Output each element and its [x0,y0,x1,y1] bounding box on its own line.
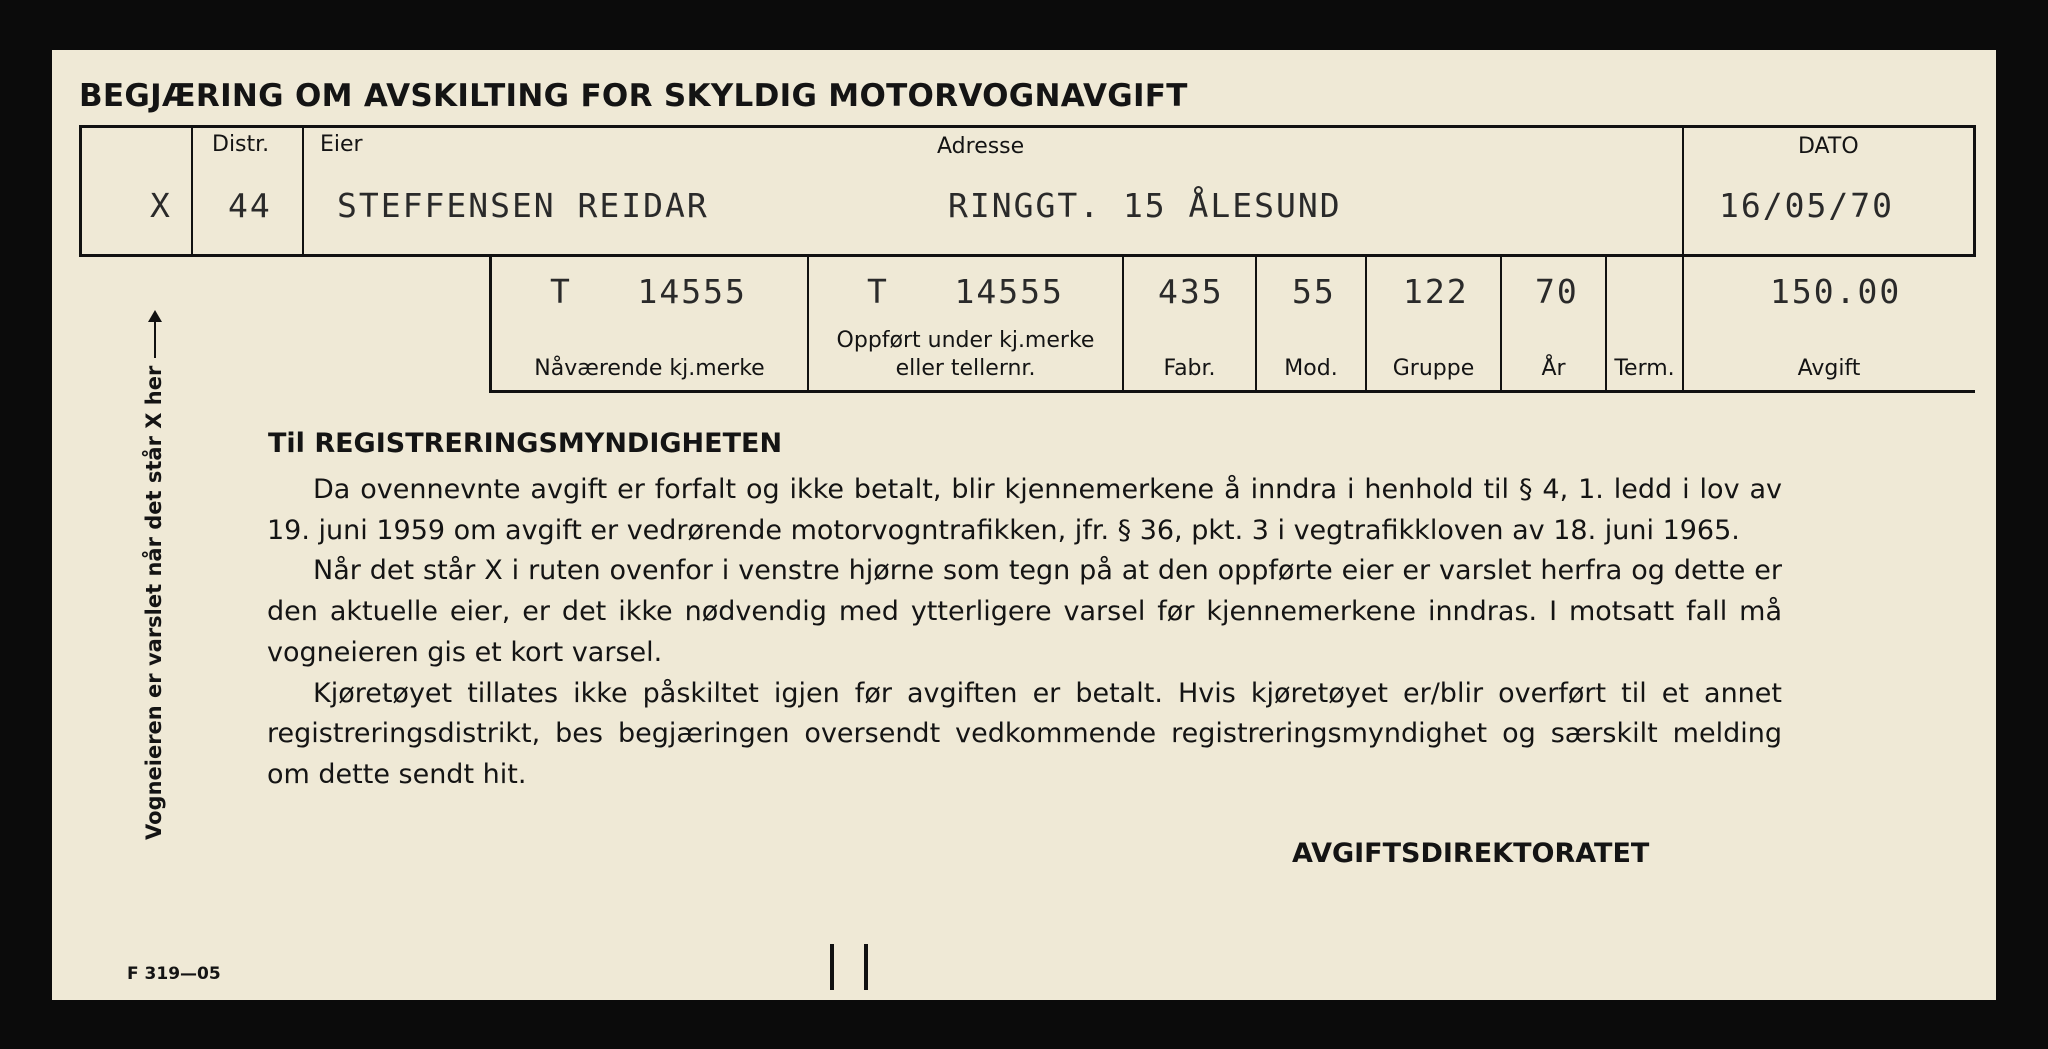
letter-paragraph: Når det står X i ruten ovenfor i venstre hjørne som tegn på at den oppførte eier er varslet herfra og dette er den aktuelle eier, er det ikke nødvendig med ytterligere varsel før kjennemerkene inndras. I motsatt fall må vogneieren gis et kort varsel. [267,555,1782,668]
distr-label: Distr. [212,132,270,157]
header-right-border [1973,125,1976,257]
form-title: BEGJÆRING OM AVSKILTING FOR SKYLDIG MOTORVOGNAVGIFT [79,78,1188,114]
eier-label: Eier [320,132,363,157]
term-label: Term. [1614,356,1675,381]
tear-mark [864,944,868,990]
side-note [142,312,166,840]
current-plate-label: Nåværende kj.merke [534,356,765,381]
header-divider-distr [191,125,193,257]
current-plate-value: T 14555 [550,272,747,311]
letter-heading: Til REGISTRERINGSMYNDIGHETEN [268,428,783,459]
header-divider-eier [302,125,304,257]
distr-value: 44 [228,186,272,225]
notified-mark: X [150,186,172,225]
letter-paragraph: Kjøretøyet tillates ikke påskiltet igjen før avgiften er betalt. Hvis kjøretøyet er/blir overført til et annet registreringsdistrikt, bes begjæringen oversendt vedkommende registreringsmyndighet og særskilt melding om dette sendt hit. [267,677,1782,790]
motor-tax-form [52,50,1996,1000]
gruppe-label: Gruppe [1392,356,1475,381]
mod-label: Mod. [1284,356,1338,381]
header-bottom-rule [79,254,1975,257]
fabr-value: 435 [1158,272,1224,311]
avgift-label: Avgift [1797,356,1861,381]
aar-value: 70 [1535,272,1579,311]
gruppe-value: 122 [1403,272,1469,311]
side-note-text: Vogneieren er varslet når det står X her [142,365,166,840]
vehicle-bottom-rule [489,390,1975,393]
letter-body [267,470,1782,796]
aar-label: År [1541,356,1566,381]
adresse-value: RINGGT. 15 ÅLESUND [948,186,1342,225]
header-left-border [79,125,82,257]
tear-mark [830,944,834,990]
fabr-label: Fabr. [1163,356,1216,381]
letter-paragraph: Da ovennevnte avgift er forfalt og ikke betalt, blir kjennemerkene å inndra i henhold til § 4, 1. ledd i lov av 19. juni 1959 om avgift er vedrørende motorvogntrafikken, jfr. § 36, pkt. 3 i vegtrafikkloven av 18. juni 1965. [267,474,1782,546]
signature: AVGIFTSDIREKTORATET [1292,838,1650,869]
header-top-rule [79,125,1975,128]
eier-value: STEFFENSEN REIDAR [337,186,709,225]
registered-plate-label-line1: Oppført under kj.merke [836,328,1095,353]
header-divider-dato [1682,125,1684,257]
avgift-value: 150.00 [1770,272,1902,311]
registered-plate-label-line2: eller tellernr. [895,356,1036,381]
dato-label: DATO [1798,134,1859,159]
mod-value: 55 [1292,272,1336,311]
form-number: F 319—05 [127,964,221,984]
dato-value: 16/05/70 [1719,186,1894,225]
arrow-icon [154,312,156,358]
registered-plate-value: T 14555 [867,272,1064,311]
adresse-label: Adresse [937,134,1025,159]
